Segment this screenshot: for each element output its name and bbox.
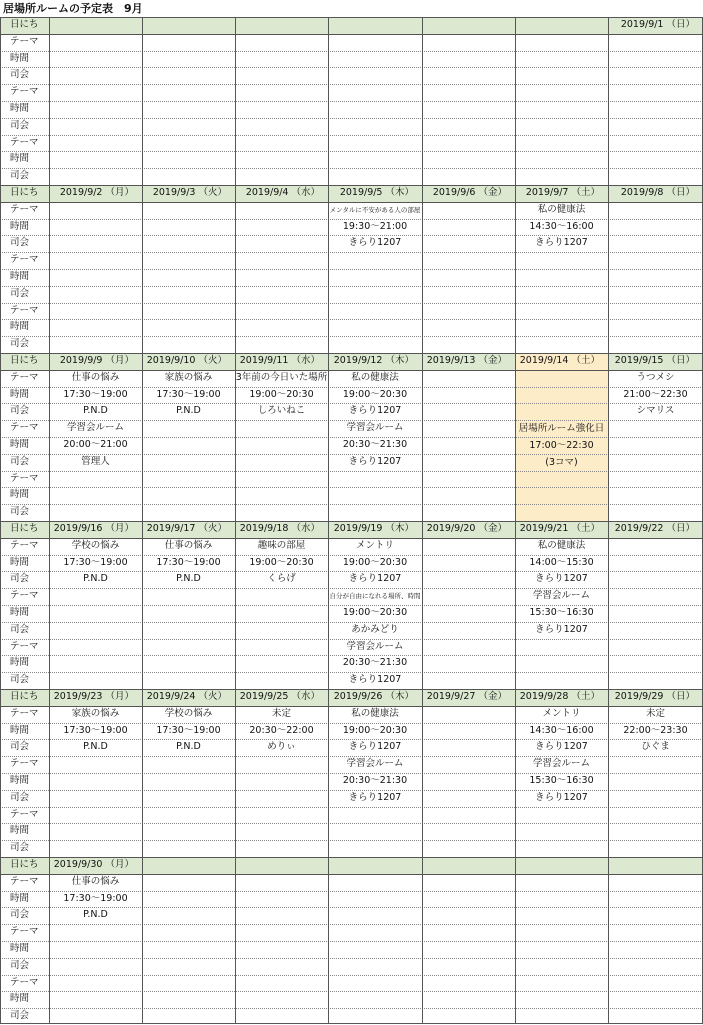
date-header: 2019/9/29 （日） — [608, 689, 703, 706]
grid-line-dotted — [0, 991, 703, 992]
event-theme: 仕事の悩み — [71, 875, 120, 887]
row-label-host: 司会 — [10, 119, 30, 131]
row-label-time: 時間 — [10, 103, 30, 114]
row-label-time: 時間 — [10, 489, 30, 501]
grid-line-dotted — [0, 840, 703, 841]
event-time: 17:30～19:00 — [63, 724, 128, 736]
date-header — [235, 17, 328, 34]
event-time: 17:30～19:00 — [156, 388, 221, 400]
date-header: 2019/9/25 （水） — [235, 689, 328, 706]
event-time: 17:30～19:00 — [63, 892, 128, 904]
event-time: 20:00～21:00 — [63, 439, 128, 450]
row-label-date: 日にち — [0, 17, 49, 34]
event-theme: メントリ — [542, 707, 581, 719]
row-label-host: 司会 — [10, 69, 30, 81]
row-label-time: 時間 — [10, 993, 30, 1005]
date-header — [328, 857, 422, 874]
event-host: シマリス — [636, 405, 675, 417]
date-header — [608, 857, 703, 874]
event-theme: 私の健康法 — [351, 707, 399, 719]
date-header — [235, 857, 328, 874]
event-time: 14:30～16:00 — [529, 724, 594, 736]
row-label-date: 日にち — [0, 521, 49, 538]
row-label-time: 時間 — [10, 943, 30, 954]
row-label-host: 司会 — [10, 791, 30, 803]
grid-line-dotted — [0, 319, 703, 320]
event-host: あかみどり — [351, 623, 399, 635]
event-time: 17:30～19:00 — [63, 556, 128, 568]
grid-line-dotted — [0, 84, 703, 85]
special-day-line3: (3コマ) — [545, 456, 578, 468]
grid-line-dotted — [0, 941, 703, 942]
date-header: 2019/9/5 （木） — [328, 185, 422, 202]
event-theme: 3年前の今日いた場所 — [235, 371, 328, 383]
row-label-theme: テーマ — [10, 371, 39, 383]
row-label-date: 日にち — [0, 353, 49, 370]
event-time: 19:30～21:00 — [342, 220, 408, 232]
event-host: きらり1207 — [348, 741, 402, 753]
row-label-host: 司会 — [10, 741, 30, 753]
row-label-host: 司会 — [10, 405, 30, 417]
event-host: きらり1207 — [535, 741, 588, 753]
row-label-time: 時間 — [10, 52, 30, 64]
event-time: 19:00～20:30 — [342, 607, 408, 618]
grid-line-dotted — [0, 135, 703, 136]
date-header: 2019/9/26 （木） — [328, 689, 422, 706]
event-host: 管理人 — [81, 455, 110, 467]
date-header — [328, 17, 422, 34]
date-header: 2019/9/11 （水） — [235, 353, 328, 370]
row-label-time: 時間 — [10, 724, 30, 736]
row-label-theme: テーマ — [10, 422, 39, 434]
date-header — [515, 857, 608, 874]
date-header: 2019/9/1 （日） — [608, 17, 703, 34]
event-theme: 学習会ルーム — [66, 422, 124, 434]
row-label-host: 司会 — [10, 674, 30, 686]
event-time: 15:30～16:30 — [529, 775, 594, 786]
event-theme: 学習会ルーム — [532, 758, 590, 770]
row-label-time: 時間 — [10, 892, 30, 904]
row-label-theme: テーマ — [10, 254, 39, 266]
row-label-time: 時間 — [10, 657, 30, 669]
row-label-theme: テーマ — [10, 808, 39, 820]
event-host: きらり1207 — [535, 573, 588, 585]
row-label-host: 司会 — [10, 237, 30, 249]
event-host: きらり1207 — [348, 674, 402, 686]
date-header: 2019/9/18 （水） — [235, 521, 328, 538]
event-time: 20:30～21:30 — [342, 439, 408, 450]
event-theme: 私の健康法 — [537, 539, 586, 551]
row-label-host: 司会 — [10, 1010, 30, 1022]
event-host: きらり1207 — [348, 405, 402, 417]
event-theme: 自分が自由になれる場所、時間 — [329, 592, 421, 601]
event-time: 19:00～20:30 — [342, 556, 408, 568]
grid-line-dotted — [0, 958, 703, 959]
event-theme: 趣味の部屋 — [257, 539, 306, 551]
date-header: 2019/9/6 （金） — [422, 185, 515, 202]
row-label-time: 時間 — [10, 321, 30, 333]
date-header: 2019/9/19 （木） — [328, 521, 422, 538]
event-time: 19:00～20:30 — [249, 556, 314, 568]
event-theme: 家族の悩み — [164, 371, 213, 383]
date-header: 2019/9/8 （日） — [608, 185, 703, 202]
row-label-host: 司会 — [10, 338, 30, 350]
date-header: 2019/9/17 （火） — [142, 521, 235, 538]
row-label-time: 時間 — [10, 439, 30, 450]
date-header — [49, 17, 142, 34]
row-label-date: 日にち — [0, 857, 49, 874]
date-header — [515, 17, 608, 34]
grid-line-dotted — [0, 303, 703, 304]
date-header — [422, 17, 515, 34]
row-label-theme: テーマ — [10, 304, 39, 316]
event-theme: 学習会ルーム — [346, 758, 404, 770]
event-host: P.N.D — [83, 405, 108, 417]
row-label-theme: テーマ — [10, 875, 39, 887]
row-label-theme: テーマ — [10, 926, 39, 938]
date-header: 2019/9/9 （月） — [49, 353, 142, 370]
event-time: 22:00～23:30 — [623, 724, 688, 736]
event-time: 20:30～21:30 — [342, 657, 408, 669]
row-label-time: 時間 — [10, 153, 30, 165]
date-header: 2019/9/12 （木） — [328, 353, 422, 370]
date-header — [142, 857, 235, 874]
event-time: 14:30～16:00 — [529, 220, 594, 232]
date-header: 2019/9/27 （金） — [422, 689, 515, 706]
grid-line-dotted — [0, 286, 703, 287]
event-theme: メンタルに不安がある人の部屋 — [329, 205, 421, 214]
event-host: くらげ — [267, 573, 296, 585]
row-label-time: 時間 — [10, 556, 30, 568]
event-theme: 私の健康法 — [537, 203, 586, 215]
event-theme: 仕事の悩み — [164, 539, 213, 551]
grid-line-dotted — [0, 1008, 703, 1009]
row-label-time: 時間 — [10, 388, 30, 400]
page-title: 居場所ルームの予定表 9月 — [3, 2, 143, 15]
date-header: 2019/9/4 （水） — [235, 185, 328, 202]
row-label-date: 日にち — [0, 185, 49, 202]
event-host: P.N.D — [176, 405, 201, 417]
event-host: P.N.D — [83, 909, 108, 921]
row-label-theme: テーマ — [10, 35, 39, 47]
event-theme: 私の健康法 — [351, 371, 399, 383]
row-label-theme: テーマ — [10, 758, 39, 770]
row-label-theme: テーマ — [10, 203, 39, 215]
grid-line-dotted — [0, 823, 703, 824]
event-theme: うつメシ — [636, 371, 675, 383]
row-label-theme: テーマ — [10, 86, 39, 98]
row-label-time: 時間 — [10, 271, 30, 282]
date-header: 2019/9/23 （月） — [49, 689, 142, 706]
row-label-theme: テーマ — [10, 976, 39, 988]
date-header: 2019/9/3 （火） — [142, 185, 235, 202]
event-time: 20:30～22:00 — [249, 724, 314, 736]
date-header: 2019/9/24 （火） — [142, 689, 235, 706]
event-theme: 学習会ルーム — [346, 422, 404, 434]
event-theme: 家族の悩み — [71, 707, 120, 719]
date-header — [422, 857, 515, 874]
row-label-host: 司会 — [10, 842, 30, 854]
row-label-host: 司会 — [10, 623, 30, 635]
grid-line-dotted — [0, 168, 703, 169]
date-header: 2019/9/14 （土） — [515, 353, 608, 370]
event-time: 17:30～19:00 — [156, 556, 221, 568]
date-header: 2019/9/28 （土） — [515, 689, 608, 706]
event-time: 15:30～16:30 — [529, 607, 594, 618]
date-header: 2019/9/10 （火） — [142, 353, 235, 370]
event-host: きらり1207 — [535, 237, 588, 249]
grid-line-dotted — [0, 118, 703, 119]
event-host: P.N.D — [176, 741, 201, 753]
row-label-host: 司会 — [10, 455, 30, 467]
event-host: きらり1207 — [348, 455, 402, 467]
event-host: きらり1207 — [348, 573, 402, 585]
row-label-theme: テーマ — [10, 707, 39, 719]
row-label-host: 司会 — [10, 506, 30, 518]
row-label-host: 司会 — [10, 573, 30, 585]
event-host: きらり1207 — [348, 791, 402, 803]
grid-line-dotted — [0, 51, 703, 52]
row-label-host: 司会 — [10, 287, 30, 299]
schedule-grid — [0, 17, 703, 1024]
row-label-time: 時間 — [10, 607, 30, 618]
event-host: ひぐま — [641, 741, 670, 753]
row-label-date: 日にち — [0, 689, 49, 706]
event-theme: 未定 — [271, 707, 291, 719]
event-theme: 仕事の悩み — [71, 371, 120, 383]
row-label-time: 時間 — [10, 775, 30, 786]
grid-line-dotted — [0, 269, 703, 270]
date-header: 2019/9/7 （土） — [515, 185, 608, 202]
row-label-host: 司会 — [10, 170, 30, 182]
date-header: 2019/9/15 （日） — [608, 353, 703, 370]
event-host: P.N.D — [83, 573, 108, 585]
row-label-time: 時間 — [10, 220, 30, 232]
event-host: しろいねこ — [257, 405, 306, 417]
event-theme: 学校の悩み — [164, 707, 213, 719]
row-label-theme: テーマ — [10, 472, 39, 484]
date-header: 2019/9/21 （土） — [515, 521, 608, 538]
date-header: 2019/9/2 （月） — [49, 185, 142, 202]
grid-line-dotted — [0, 101, 703, 102]
row-label-theme: テーマ — [10, 640, 39, 652]
date-header: 2019/9/22 （日） — [608, 521, 703, 538]
row-label-theme: テーマ — [10, 136, 39, 148]
date-header: 2019/9/16 （月） — [49, 521, 142, 538]
event-theme: 学校の悩み — [71, 539, 120, 551]
row-label-theme: テーマ — [10, 590, 39, 602]
grid-line-dotted — [0, 975, 703, 976]
grid-line-dotted — [0, 67, 703, 68]
event-host: きらり1207 — [535, 623, 588, 635]
event-host: きらり1207 — [535, 791, 588, 803]
event-host: きらり1207 — [348, 237, 402, 249]
event-host: P.N.D — [83, 741, 108, 753]
special-day-block — [515, 370, 608, 521]
event-theme: 学習会ルーム — [532, 590, 590, 602]
date-header: 2019/9/30 （月） — [49, 857, 142, 874]
event-host: P.N.D — [176, 573, 201, 585]
event-time: 21:00～22:30 — [623, 388, 688, 400]
row-label-host: 司会 — [10, 909, 30, 921]
event-time: 14:00～15:30 — [529, 556, 594, 568]
grid-line-dotted — [0, 151, 703, 152]
date-header: 2019/9/13 （金） — [422, 353, 515, 370]
row-label-host: 司会 — [10, 959, 30, 971]
event-time: 17:30～19:00 — [156, 724, 221, 736]
row-label-time: 時間 — [10, 825, 30, 837]
special-day-line2: 17:00～22:30 — [529, 439, 594, 451]
event-time: 19:00～20:30 — [249, 388, 314, 400]
event-theme: 学習会ルーム — [346, 640, 404, 652]
special-day-line1: 居場所ルーム強化日 — [518, 422, 605, 434]
event-time: 19:00～20:30 — [342, 388, 408, 400]
event-theme: メントリ — [355, 539, 394, 551]
date-header — [142, 17, 235, 34]
date-header: 2019/9/20 （金） — [422, 521, 515, 538]
row-label-theme: テーマ — [10, 539, 39, 551]
event-time: 20:30～21:30 — [342, 775, 408, 786]
event-time: 17:30～19:00 — [63, 388, 128, 400]
event-host: めりぃ — [267, 741, 296, 753]
event-time: 19:00～20:30 — [342, 724, 408, 736]
grid-line-dotted — [0, 336, 703, 337]
event-theme: 未定 — [645, 707, 665, 719]
